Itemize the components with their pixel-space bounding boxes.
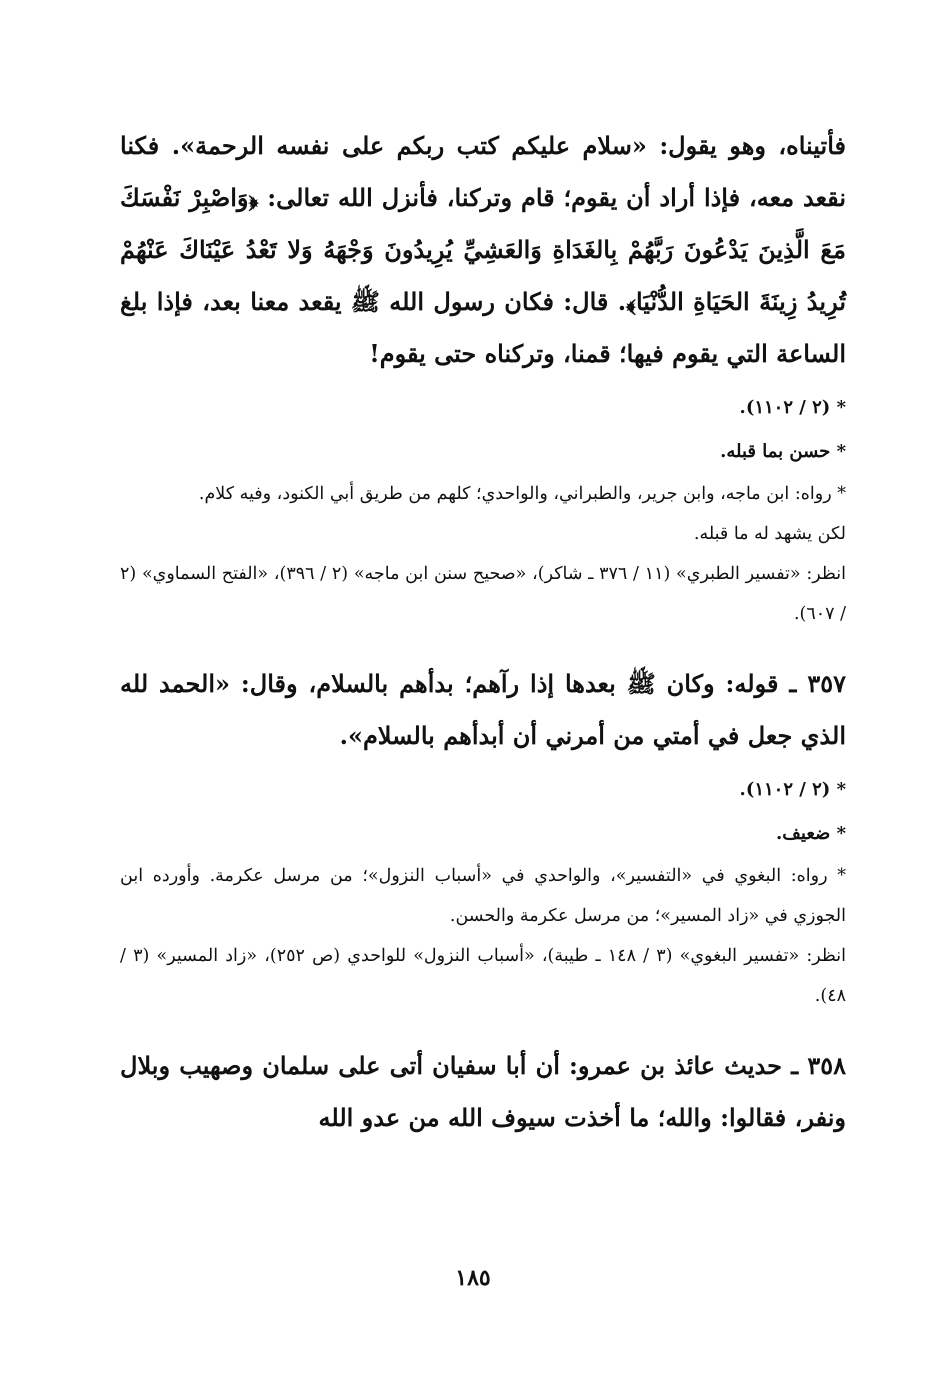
hadith-357-text: ٣٥٧ ـ قوله: وكان ﷺ بعدها إذا رآهم؛ بدأهم بالسلام، وقال: «الحمد لله الذي جعل في أمتي من أمرني أن أبدأهم بالسلام».: [120, 669, 846, 750]
page-number: ١٨٥: [455, 1265, 491, 1291]
narration-sources: * رواه: ابن ماجه، وابن جرير، والطبراني، والواحدي؛ كلهم من طريق أبي الكنود، وفيه كلام.: [198, 484, 846, 504]
page-body: [120, 120, 846, 1300]
hadith-text-continuation: فأتيناه، وهو يقول: «سلام عليكم كتب ربكم على نفسه الرحمة». فكنا نقعد معه، فإذا أراد أن يقوم؛ قام وتركنا، فأنزل الله تعالى: ﴿وَاصْبِرْ نَفْسَكَ مَعَ الَّذِينَ يَدْعُونَ رَبَّهُمْ بِالغَدَاةِ وَالعَشِيِّ يُرِيدُونَ وَجْهَهُ وَلا تَعْدُ عَيْنَاكَ عَنْهُمْ تُرِيدُ زِينَةَ الحَيَاةِ الدُّنْيَا﴾. قال: فكان رسول الله ﷺ يقعد معنا بعد، فإذا بلغ الساعة التي يقوم فيها؛ قمنا، وتركناه حتى يقوم!: [120, 131, 846, 368]
hadith-358-text: ٣٥٨ ـ حديث عائذ بن عمرو: أن أبا سفيان أتى على سلمان وصهيب وبلال ونفر، فقالوا: والله؛ ما أخذت سيوف الله من عدو الله: [120, 1051, 846, 1132]
see-references: انظر: «تفسير البغوي» (٣ / ١٤٨ ـ طيبة)، «أسباب النزول» للواحدي (ص ٢٥٢)، «زاد المسير» (٣ / ٤٨).: [120, 946, 847, 1006]
hadith-grade: * ضعيف.: [776, 823, 846, 844]
supporting-witness: لكن يشهد له ما قبله.: [693, 524, 846, 544]
volume-page-reference: * (٢ / ١١٠٢).: [739, 397, 846, 418]
hadith-grade: * حسن بما قبله.: [720, 441, 846, 462]
volume-page-reference: * (٢ / ١١٠٢).: [739, 779, 846, 800]
narration-sources: * رواه: البغوي في «التفسير»، والواحدي في «أسباب النزول»؛ من مرسل عكرمة. وأورده ابن الجوزي في «زاد المسير»؛ من مرسل عكرمة والحسن.: [120, 866, 846, 926]
see-references: انظر: «تفسير الطبري» (١١ / ٣٧٦ ـ شاكر)، «صحيح سنن ابن ماجه» (٢ / ٣٩٦)، «الفتح السماوي» (٢ / ٦٠٧).: [120, 564, 846, 624]
